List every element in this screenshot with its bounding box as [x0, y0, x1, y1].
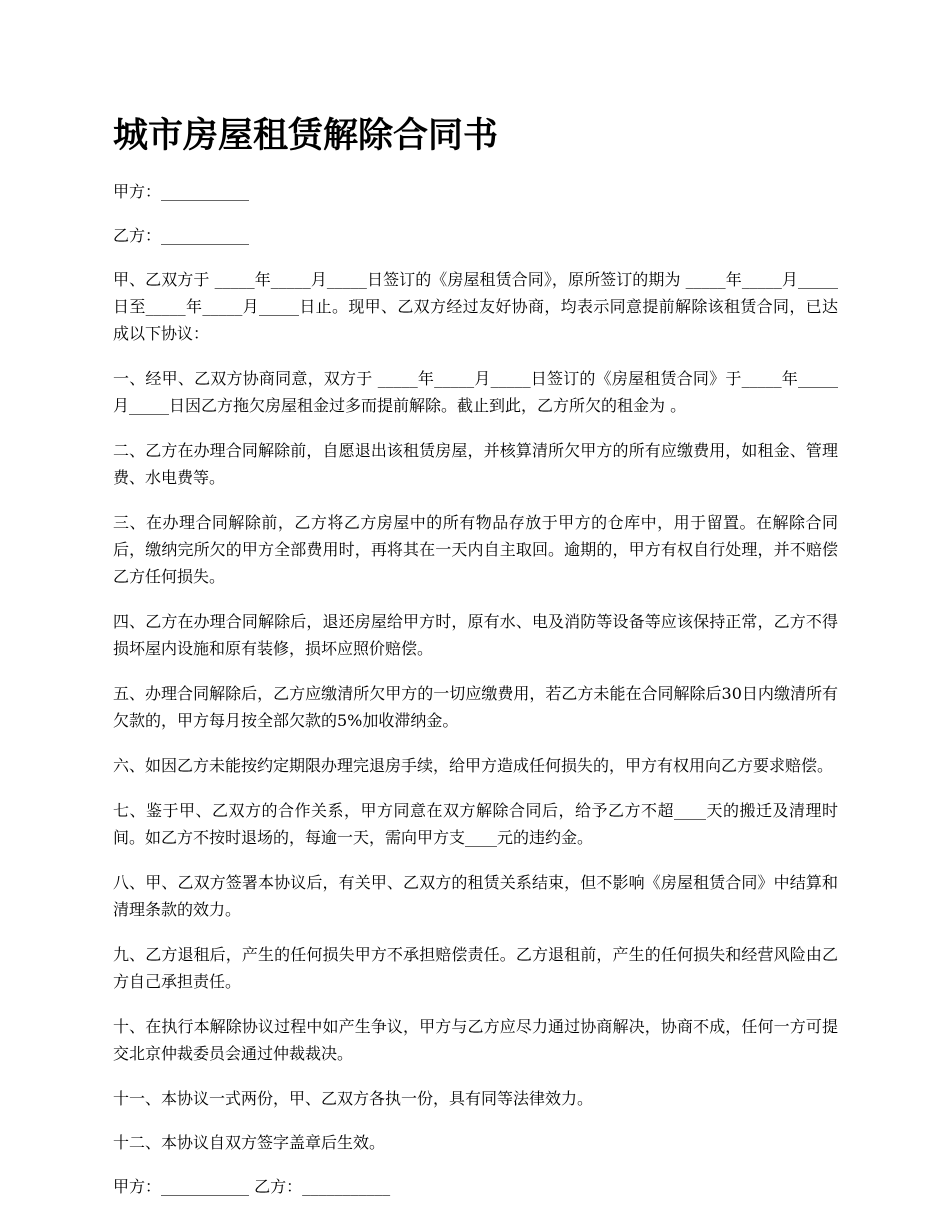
clause-6: 六、如因乙方未能按约定期限办理完退房手续，给甲方造成任何损失的，甲方有权用向乙方要求赔偿。 — [113, 756, 834, 775]
clause-9: 九、乙方退租后，产生的任何损失甲方不承担赔偿责任。乙方退租前，产生的任何损失和经营风险由乙方自己承担责任。 — [113, 945, 838, 991]
signature-line: 甲方：___________ 乙方：___________ — [113, 1177, 391, 1196]
clause-2: 二、乙方在办理合同解除前，自愿退出该租赁房屋，并核算清所欠甲方的所有应缴费用，如租金、管理费、水电费等。 — [113, 441, 838, 487]
clause-7: 七、鉴于甲、乙双方的合作关系，甲方同意在双方解除合同后，给予乙方不超____天的搬迁及清理时间。如乙方不按时退场的，每逾一天，需向甲方支____元的违约金。 — [113, 801, 838, 847]
clause-5: 五、办理合同解除后，乙方应缴清所欠甲方的一切应缴费用，若乙方未能在合同解除后30日内缴清所有欠款的，甲方每月按全部欠款的5%加收滞纳金。 — [113, 684, 838, 730]
intro-paragraph: 甲、乙双方于 _____年_____月_____日签订的《房屋租赁合同》，原所签订的期为 _____年_____月_____日至_____年_____月_____日止。现甲、乙双方经过友好协商，均表示同意提前解除该租赁合同，已达成以下协议： — [113, 270, 838, 343]
clause-8: 八、甲、乙双方签署本协议后，有关甲、乙双方的租赁关系结束，但不影响《房屋租赁合同》中结算和清理条款的效力。 — [113, 873, 838, 919]
document-title: 城市房屋租赁解除合同书 — [113, 115, 499, 156]
clause-4: 四、乙方在办理合同解除后，退还房屋给甲方时，原有水、电及消防等设备等应该保持正常，乙方不得损坏屋内设施和原有装修，损坏应照价赔偿。 — [113, 612, 838, 658]
clause-10: 十、在执行本解除协议过程中如产生争议，甲方与乙方应尽力通过协商解决，协商不成，任何一方可提交北京仲裁委员会通过仲裁裁决。 — [113, 1017, 838, 1063]
clause-11: 十一、本协议一式两份，甲、乙双方各执一份，具有同等法律效力。 — [113, 1089, 594, 1108]
party-a-line: 甲方：___________ — [113, 182, 250, 201]
party-b-line: 乙方：___________ — [113, 226, 250, 245]
clause-12: 十二、本协议自双方签字盖章后生效。 — [113, 1133, 386, 1152]
document-body — [113, 178, 838, 1218]
clause-1: 一、经甲、乙双方协商同意，双方于 _____年_____月_____日签订的《房屋租赁合同》于_____年_____月_____日因乙方拖欠房屋租金过多而提前解除。截止到此，乙方所欠的租金为 。 — [113, 369, 838, 415]
clause-3: 三、在办理合同解除前，乙方将乙方房屋中的所有物品存放于甲方的仓库中，用于留置。在解除合同后，缴纳完所欠的甲方全部费用时，再将其在一天内自主取回。逾期的，甲方有权自行处理，并不赔偿乙方任何损失。 — [113, 513, 838, 586]
